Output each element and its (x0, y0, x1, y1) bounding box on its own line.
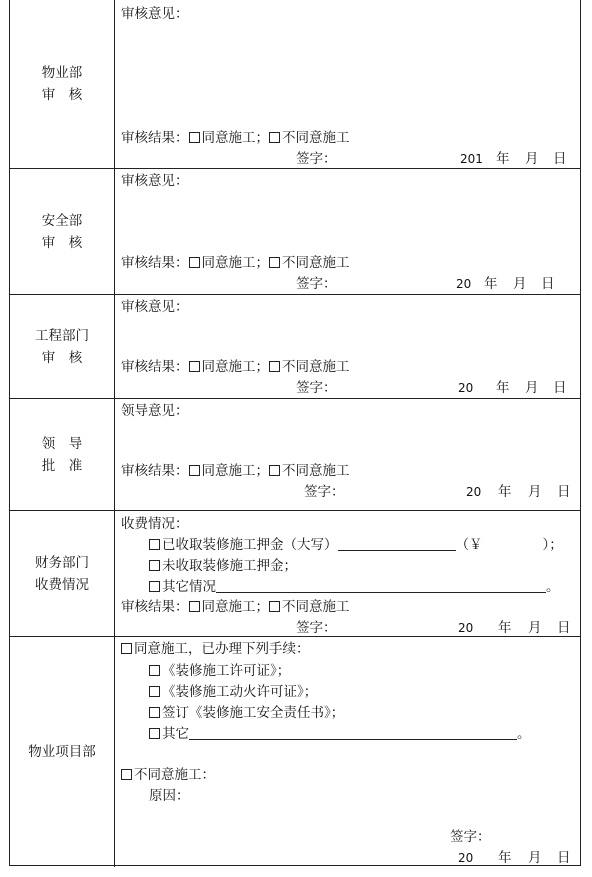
sign-label: 签字： (296, 276, 337, 292)
other-situation-field[interactable] (216, 580, 546, 593)
result-label: 审核结果： (121, 599, 189, 615)
agree-label: 同意施工； (201, 599, 269, 615)
period: 。 (517, 726, 531, 742)
agree-label: 同意施工； (201, 255, 269, 271)
finance-result-line (121, 599, 350, 615)
disagree-checkbox[interactable] (269, 132, 280, 143)
other-situation-line (149, 579, 560, 595)
month-label: 月 (513, 276, 527, 292)
property-dept-label-line2: 审 核 (41, 87, 83, 103)
period: 。 (546, 579, 560, 595)
collected-deposit-line (149, 537, 563, 553)
year-label: 年 (496, 151, 510, 167)
fire-permit-label: 《装修施工动火许可证》； (162, 684, 318, 700)
project-other-label: 其它 (162, 726, 189, 742)
safety-letter-label: 签订《装修施工安全责任书》； (162, 705, 345, 721)
result-label: 审核结果： (121, 255, 189, 271)
not-collected-label: 未收取装修施工押金； (162, 558, 297, 574)
month-label: 月 (525, 380, 539, 396)
disagree-label: 不同意施工 (282, 359, 350, 375)
day-label: 日 (553, 151, 567, 167)
finance-dept-label-line2: 收费情况 (35, 577, 89, 593)
sign-label: 签字： (296, 620, 337, 636)
project-other-line (149, 726, 531, 742)
disagree-checkbox[interactable] (269, 465, 280, 476)
year-value: 201 (460, 152, 483, 166)
collected-deposit-label: 已收取装修施工押金（大写） (162, 537, 338, 553)
leader-label (10, 399, 115, 511)
sign-label: 签字： (296, 151, 337, 167)
disagree-label: 不同意施工 (282, 463, 350, 479)
project-dept-label (10, 637, 115, 867)
disagree-label: 不同意施工 (282, 255, 350, 271)
agree-checkbox[interactable] (189, 257, 200, 268)
disagree-checkbox[interactable] (269, 361, 280, 372)
deposit-amount-words-field[interactable] (338, 538, 456, 551)
safety-dept-row (10, 168, 580, 295)
other-situation-checkbox[interactable] (149, 581, 160, 592)
finance-dept-label (10, 511, 115, 637)
project-disagree-checkbox[interactable] (121, 769, 132, 780)
fire-permit-checkbox[interactable] (149, 686, 160, 697)
month-label: 月 (528, 620, 542, 636)
agree-procedures-line (121, 641, 310, 657)
leader-result-line (121, 463, 350, 479)
year-label: 年 (484, 276, 498, 292)
day-label: 日 (553, 380, 567, 396)
agree-label: 同意施工； (201, 463, 269, 479)
property-result-line (121, 130, 350, 146)
agree-checkbox[interactable] (189, 601, 200, 612)
finance-dept-label-line1: 财务部门 (35, 555, 89, 571)
project-disagree-line (121, 767, 215, 783)
project-dept-row (10, 636, 580, 867)
safety-opinion-label: 审核意见： (121, 173, 189, 189)
result-label: 审核结果： (121, 359, 189, 375)
month-label: 月 (525, 151, 539, 167)
agree-label: 同意施工； (201, 359, 269, 375)
result-label: 审核结果： (121, 463, 189, 479)
property-dept-content (114, 0, 580, 168)
reason-label: 原因： (149, 788, 190, 804)
property-dept-label-line1: 物业部 (41, 65, 83, 81)
project-dept-label-text: 物业项目部 (28, 744, 96, 760)
leader-label-line2: 批 准 (41, 458, 83, 474)
property-opinion-label: 审核意见： (121, 6, 189, 22)
month-label: 月 (528, 850, 542, 866)
project-disagree-label: 不同意施工： (134, 767, 215, 783)
fee-label: 收费情况： (121, 516, 189, 532)
agree-checkbox[interactable] (189, 361, 200, 372)
year-label: 年 (498, 620, 512, 636)
project-dept-content (114, 637, 580, 867)
permit-line (149, 663, 290, 679)
disagree-label: 不同意施工 (282, 130, 350, 146)
engineering-dept-content (114, 295, 580, 399)
day-label: 日 (541, 276, 555, 292)
leader-opinion-label: 领导意见： (121, 403, 189, 419)
fire-permit-line (149, 684, 317, 700)
finance-dept-row (10, 510, 580, 637)
month-label: 月 (528, 484, 542, 500)
permit-label: 《装修施工许可证》； (162, 663, 291, 679)
disagree-label: 不同意施工 (282, 599, 350, 615)
not-collected-checkbox[interactable] (149, 560, 160, 571)
yuan-close: ）； (542, 537, 563, 553)
collected-deposit-checkbox[interactable] (149, 539, 160, 550)
leader-row (10, 398, 580, 511)
year-value: 20 (458, 621, 474, 635)
agree-checkbox[interactable] (189, 132, 200, 143)
not-collected-line (149, 558, 297, 574)
safety-dept-label-line1: 安全部 (41, 213, 83, 229)
safety-dept-content (114, 169, 580, 295)
year-value: 20 (466, 485, 482, 499)
result-label: 审核结果： (121, 130, 189, 146)
engineering-result-line (121, 359, 350, 375)
project-other-field[interactable] (189, 727, 517, 740)
safety-dept-label-line2: 审 核 (41, 235, 83, 251)
year-value: 20 (458, 851, 474, 865)
other-situation-label: 其它情况 (162, 579, 216, 595)
year-label: 年 (496, 380, 510, 396)
permit-checkbox[interactable] (149, 665, 160, 676)
engineering-dept-label-line1: 工程部门 (35, 328, 89, 344)
renovation-approval-form (9, 0, 581, 866)
engineering-dept-row (10, 294, 580, 399)
disagree-checkbox[interactable] (269, 257, 280, 268)
safety-letter-checkbox[interactable] (149, 707, 160, 718)
disagree-checkbox[interactable] (269, 601, 280, 612)
sign-label: 签字： (450, 829, 491, 845)
agree-procedures-label: 同意施工，已办理下列手续： (134, 641, 310, 657)
year-label: 年 (498, 484, 512, 500)
day-label: 日 (557, 484, 571, 500)
year-value: 20 (458, 381, 474, 395)
property-dept-label (10, 0, 115, 168)
agree-checkbox[interactable] (189, 465, 200, 476)
agree-label: 同意施工； (201, 130, 269, 146)
property-dept-row (10, 0, 580, 168)
sign-label: 签字： (304, 484, 345, 500)
engineering-dept-label (10, 295, 115, 399)
yuan-open: （￥ (455, 537, 483, 553)
safety-dept-label (10, 169, 115, 295)
sign-label: 签字： (296, 380, 337, 396)
engineering-dept-label-line2: 审 核 (41, 350, 83, 366)
finance-dept-content (114, 511, 580, 637)
year-value: 20 (456, 277, 472, 291)
engineering-opinion-label: 审核意见： (121, 299, 189, 315)
year-label: 年 (498, 850, 512, 866)
safety-letter-line (149, 705, 344, 721)
safety-result-line (121, 255, 350, 271)
leader-label-line1: 领 导 (41, 436, 83, 452)
agree-procedures-checkbox[interactable] (121, 643, 132, 654)
day-label: 日 (557, 850, 571, 866)
project-other-checkbox[interactable] (149, 728, 160, 739)
day-label: 日 (557, 620, 571, 636)
leader-content (114, 399, 580, 511)
